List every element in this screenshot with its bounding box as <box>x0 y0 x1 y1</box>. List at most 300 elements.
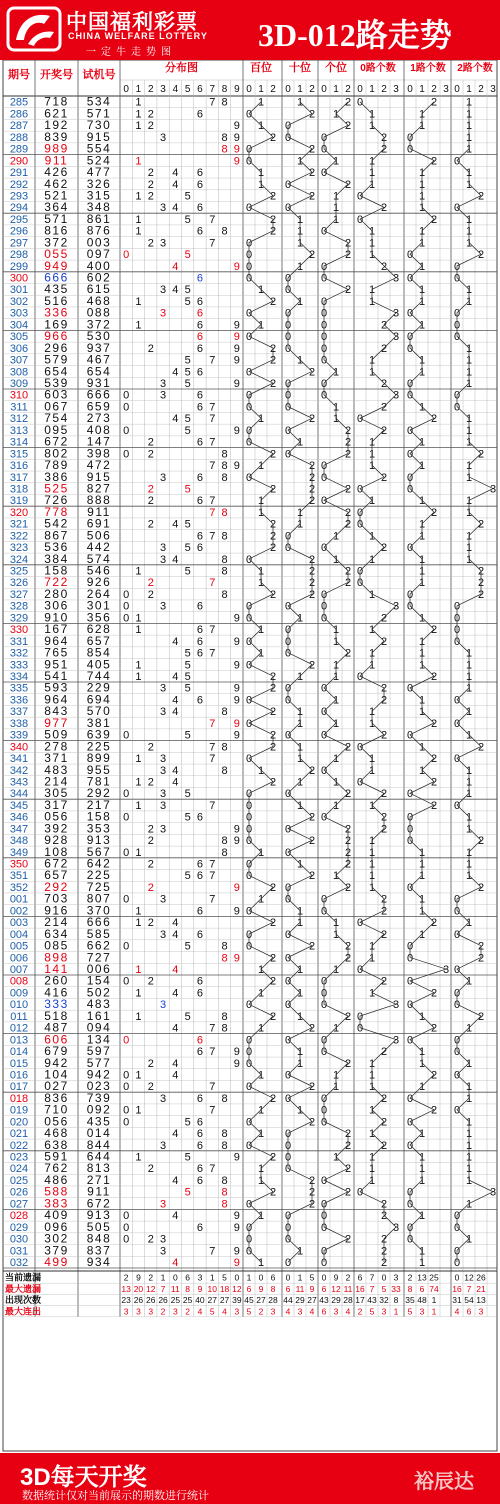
distribution-digit: 9 <box>233 729 240 742</box>
test-number: 505 <box>86 1219 112 1234</box>
distribution-digit: 0 <box>123 1034 130 1047</box>
test-number: 023 <box>86 1079 112 1094</box>
stat-road-value: 6 <box>321 1306 327 1317</box>
distribution-digit: 3 <box>159 1245 167 1258</box>
road-value-u: 1 <box>332 928 340 941</box>
draw-number: 426 <box>44 165 69 180</box>
distribution-digit: 0 <box>123 1116 130 1129</box>
header-road-h-0: 0 <box>246 84 252 95</box>
draw-number: 214 <box>44 774 69 789</box>
count-value-c2: 1 <box>465 460 473 473</box>
count-value-c0: 2 <box>380 975 388 988</box>
period-label: 029 <box>9 1221 29 1234</box>
road-value-te: 2 <box>308 1186 316 1199</box>
draw-number: 104 <box>44 1067 69 1082</box>
road-value-u: 0 <box>320 893 328 906</box>
draw-number: 867 <box>44 528 69 543</box>
header-count-c2-0: 0 <box>454 84 460 95</box>
distribution-digit: 1 <box>135 799 142 812</box>
count-value-c0: 2 <box>380 1257 388 1269</box>
period-label: 028 <box>9 1210 29 1223</box>
test-number: 147 <box>86 434 112 449</box>
draw-number: 964 <box>44 633 69 648</box>
count-value-c0: 1 <box>368 753 376 766</box>
road-value-te: 0 <box>284 542 292 555</box>
draw-number: 056 <box>44 1114 69 1129</box>
distribution-digit: 3 <box>159 682 167 695</box>
road-value-h: 1 <box>257 577 265 590</box>
road-value-u: 0 <box>320 1210 328 1223</box>
count-value-c0: 1 <box>368 647 376 660</box>
period-label: 351 <box>9 870 29 883</box>
distribution-digit: 7 <box>209 799 216 812</box>
distribution-digit: 8 <box>221 471 228 484</box>
road-value-u: 1 <box>332 635 340 648</box>
road-value-h: 2 <box>269 295 277 308</box>
road-value-h: 0 <box>245 612 253 625</box>
road-value-h: 0 <box>245 389 253 402</box>
count-value-c0: 2 <box>380 682 388 695</box>
count-value-c1: 1 <box>418 284 426 297</box>
stats-label: 最大连出 <box>5 1306 42 1317</box>
distribution-digit: 0 <box>123 1069 130 1082</box>
distribution-digit: 9 <box>233 319 240 332</box>
count-value-c1: 2 <box>430 753 438 766</box>
road-value-te: 1 <box>296 964 304 976</box>
road-value-u: 1 <box>332 717 340 730</box>
count-value-c1: 0 <box>406 448 414 461</box>
count-value-c1: 0 <box>406 1198 414 1211</box>
draw-number: 789 <box>44 458 69 473</box>
period-label: 341 <box>9 753 29 766</box>
draw-number: 379 <box>44 1243 69 1258</box>
road-value-h: 1 <box>257 964 265 976</box>
test-number: 727 <box>86 950 112 965</box>
test-number: 911 <box>87 1184 111 1199</box>
stat-road-value: 2 <box>258 1306 264 1317</box>
distribution-digit: 3 <box>159 788 167 801</box>
count-value-c0: 2 <box>380 612 388 625</box>
distribution-digit: 8 <box>221 1186 228 1199</box>
draw-number: 539 <box>44 376 69 390</box>
count-value-c2: 0 <box>453 307 461 320</box>
count-value-c1: 0 <box>406 272 414 285</box>
count-value-c2: 0 <box>453 1069 461 1082</box>
count-value-c2: 1 <box>465 811 473 824</box>
road-value-u: 0 <box>320 1104 328 1117</box>
distribution-digit: 8 <box>221 1128 228 1141</box>
stat-road-value: 5 <box>246 1306 252 1317</box>
road-value-u: 0 <box>320 272 328 285</box>
road-value-h: 1 <box>257 178 265 191</box>
count-value-c1: 0 <box>406 835 414 848</box>
draw-number: 392 <box>44 821 69 836</box>
road-value-u: 1 <box>332 776 340 789</box>
count-value-c1: 0 <box>406 682 414 695</box>
count-value-c2: 1 <box>465 424 473 437</box>
road-value-u: 1 <box>332 190 340 203</box>
count-value-c2: 1 <box>465 530 473 543</box>
road-value-u: 0 <box>320 389 328 402</box>
road-value-te: 2 <box>308 940 316 953</box>
stat-count-value: 8 <box>407 1283 413 1294</box>
road-value-u: 2 <box>344 424 352 437</box>
draw-number: 317 <box>44 797 69 812</box>
count-value-c0: 1 <box>368 881 376 894</box>
stat-dist-value: 0 <box>172 1272 178 1283</box>
count-value-c1: 1 <box>418 694 426 707</box>
stat-road-value: 0 <box>285 1272 291 1283</box>
stat-dist-value: 27 <box>219 1295 230 1306</box>
count-value-c1: 1 <box>418 577 426 590</box>
road-value-u: 0 <box>320 354 328 367</box>
distribution-digit: 2 <box>147 917 154 930</box>
stat-count-value: 32 <box>379 1295 389 1306</box>
road-value-te: 2 <box>308 190 316 203</box>
header-count-c1-2: 2 <box>431 84 437 95</box>
count-value-c1: 0 <box>406 823 414 836</box>
period-label: 329 <box>9 612 29 625</box>
stat-count-value: 3 <box>419 1306 425 1317</box>
period-label: 333 <box>9 659 29 672</box>
count-value-c0: 1 <box>368 1057 376 1070</box>
distribution-digit: 0 <box>123 729 130 742</box>
count-value-c2: 0 <box>453 272 461 285</box>
count-value-c0: 1 <box>368 987 376 1000</box>
test-number: 326 <box>86 176 112 191</box>
distribution-digit: 4 <box>172 928 179 941</box>
distribution-digit: 6 <box>196 1128 204 1141</box>
distribution-digit: 9 <box>233 823 240 836</box>
count-value-c2: 2 <box>477 190 485 203</box>
distribution-digit: 2 <box>147 167 154 180</box>
road-value-te: 2 <box>308 1022 316 1035</box>
period-label: 305 <box>9 331 29 344</box>
count-value-c1: 1 <box>418 366 426 379</box>
count-value-c1: 1 <box>418 202 426 215</box>
test-number: 225 <box>86 739 112 754</box>
road-value-u: 0 <box>320 1034 328 1047</box>
stat-count-value: 12 <box>464 1272 474 1283</box>
distribution-digit: 4 <box>172 178 179 191</box>
test-number: 158 <box>86 809 112 824</box>
road-value-te: 1 <box>296 354 304 367</box>
distribution-digit: 6 <box>196 202 204 215</box>
distribution-digit: 3 <box>159 389 167 402</box>
count-value-c2: 1 <box>465 108 473 121</box>
count-value-c0: 1 <box>368 295 376 308</box>
count-value-c1: 1 <box>418 518 426 531</box>
road-value-te: 1 <box>296 717 304 730</box>
road-value-u: 1 <box>332 530 340 543</box>
distribution-digit: 1 <box>135 213 142 226</box>
stat-dist-value: 2 <box>185 1306 191 1317</box>
road-value-h: 0 <box>245 999 253 1012</box>
distribution-digit: 0 <box>123 401 130 414</box>
period-label: 307 <box>9 354 29 367</box>
distribution-digit: 6 <box>196 342 204 355</box>
count-value-c1: 0 <box>406 249 414 262</box>
count-value-c2: 2 <box>477 518 485 531</box>
count-value-c0: 0 <box>356 671 364 683</box>
test-number: 888 <box>86 493 112 508</box>
count-value-c0: 0 <box>356 577 364 590</box>
distribution-digit: 9 <box>233 682 240 695</box>
distribution-digit: 5 <box>184 788 191 801</box>
road-value-u: 2 <box>344 940 352 953</box>
road-value-u: 1 <box>332 799 340 812</box>
distribution-digit: 0 <box>123 811 130 824</box>
stat-road-value: 1 <box>297 1272 303 1283</box>
test-number: 694 <box>86 692 112 707</box>
distribution-digit: 5 <box>184 249 191 262</box>
count-value-c1: 1 <box>418 460 426 473</box>
distribution-digit: 8 <box>221 940 228 953</box>
road-value-te: 0 <box>284 635 292 648</box>
distribution-digit: 9 <box>233 1057 240 1070</box>
count-value-c1: 2 <box>430 987 438 1000</box>
draw-number: 525 <box>44 481 69 496</box>
distribution-digit: 6 <box>196 389 204 402</box>
stat-count-value: 16 <box>452 1283 462 1294</box>
period-label: 295 <box>9 213 29 226</box>
period-label: 031 <box>9 1245 29 1258</box>
road-value-h: 1 <box>257 1069 265 1082</box>
distribution-digit: 1 <box>135 1069 142 1082</box>
road-value-te: 2 <box>308 108 316 121</box>
road-value-h: 0 <box>245 799 253 812</box>
period-label: 321 <box>9 518 29 531</box>
distribution-digit: 1 <box>135 1010 142 1023</box>
header-count0: 0路个数 <box>360 63 396 74</box>
test-number: 615 <box>86 282 112 297</box>
road-value-u: 0 <box>320 331 328 344</box>
count-value-c0: 1 <box>368 553 376 566</box>
period-label: 348 <box>9 835 29 848</box>
count-value-c0: 0 <box>356 413 364 426</box>
header-count-c0-2: 2 <box>381 84 387 95</box>
distribution-digit: 7 <box>209 530 216 543</box>
count-value-c2: 1 <box>465 823 473 836</box>
count-value-c2: 1 <box>465 1163 473 1176</box>
footer-title: 3D每天开奖 <box>20 1464 147 1491</box>
count-value-c1: 0 <box>406 389 414 402</box>
road-value-h: 1 <box>257 846 265 859</box>
road-value-h: 1 <box>257 764 265 777</box>
distribution-digit: 4 <box>172 764 179 777</box>
test-number: 913 <box>86 833 112 848</box>
count-value-c1: 2 <box>430 917 438 930</box>
count-value-c0: 1 <box>368 530 376 543</box>
road-value-te: 0 <box>284 1210 292 1223</box>
distribution-digit: 4 <box>172 518 179 531</box>
stat-count-value: 2 <box>357 1306 363 1317</box>
road-value-h: 1 <box>257 1104 265 1117</box>
count-value-c1: 1 <box>418 1010 426 1023</box>
stat-count-value: 5 <box>381 1283 387 1294</box>
road-value-te: 1 <box>296 295 304 308</box>
road-value-te: 2 <box>308 471 316 484</box>
count-value-c2: 0 <box>453 905 461 918</box>
road-value-te: 0 <box>284 530 292 543</box>
stat-dist-value: 3 <box>234 1306 240 1317</box>
draw-number: 336 <box>44 305 69 320</box>
road-value-h: 0 <box>245 249 253 262</box>
draw-number: 280 <box>44 586 69 601</box>
count-value-c0: 1 <box>368 366 376 379</box>
period-label: 018 <box>9 1092 29 1105</box>
test-number: 861 <box>86 211 112 226</box>
count-value-c1: 1 <box>418 741 426 754</box>
count-value-c2: 2 <box>477 741 485 754</box>
distribution-digit: 3 <box>159 1233 167 1246</box>
count-value-c1: 0 <box>406 471 414 484</box>
count-value-c2: 1 <box>465 237 473 250</box>
count-value-c2: 1 <box>465 120 473 133</box>
stat-road-value: 11 <box>295 1283 305 1294</box>
period-label: 309 <box>9 378 29 390</box>
count-value-c2: 0 <box>453 635 461 648</box>
road-value-te: 1 <box>296 225 304 238</box>
distribution-digit: 2 <box>147 237 154 250</box>
road-value-h: 1 <box>257 565 265 578</box>
road-value-u: 0 <box>320 260 328 273</box>
count-value-c2: 0 <box>453 753 461 766</box>
period-label: 009 <box>9 987 29 1000</box>
period-label: 004 <box>9 928 29 941</box>
count-value-c0: 0 <box>356 964 364 976</box>
draw-number: 666 <box>44 270 69 285</box>
count-value-c0: 1 <box>368 436 376 449</box>
count-value-c0: 0 <box>356 565 364 578</box>
stat-road-value: 4 <box>345 1306 351 1317</box>
draw-number: 158 <box>44 563 69 578</box>
road-value-h: 0 <box>245 1116 253 1129</box>
count-value-c2: 1 <box>465 225 473 238</box>
count-value-c1: 2 <box>430 213 438 226</box>
distribution-digit: 4 <box>172 167 179 180</box>
road-value-u: 2 <box>344 1233 352 1246</box>
distribution-digit: 0 <box>123 1221 130 1234</box>
road-value-te: 0 <box>284 600 292 613</box>
header-road-u-2: 2 <box>345 84 351 95</box>
count-value-c0: 3 <box>392 1034 400 1047</box>
distribution-digit: 6 <box>196 624 204 637</box>
count-value-c2: 0 <box>453 331 461 344</box>
count-value-c1: 1 <box>418 237 426 250</box>
count-value-c0: 2 <box>380 635 388 648</box>
count-value-c2: 1 <box>465 342 473 355</box>
road-value-h: 2 <box>269 741 277 754</box>
count-value-c2: 1 <box>465 647 473 660</box>
test-number: 876 <box>86 223 112 238</box>
count-value-c0: 1 <box>368 167 376 180</box>
distribution-digit: 5 <box>184 354 191 367</box>
stat-count-value: 1 <box>431 1295 437 1306</box>
distribution-digit: 8 <box>221 846 228 859</box>
count-value-c0: 0 <box>356 213 364 226</box>
header-count-c0-3: 3 <box>393 84 399 95</box>
road-value-te: 1 <box>296 905 304 918</box>
count-value-c2: 1 <box>465 776 473 789</box>
road-value-u: 2 <box>344 788 352 801</box>
test-number: 926 <box>86 575 112 590</box>
distribution-digit: 7 <box>209 1046 216 1059</box>
road-value-u: 1 <box>332 366 340 379</box>
period-label: 016 <box>9 1069 29 1082</box>
count-value-c0: 1 <box>368 835 376 848</box>
draw-number: 384 <box>44 551 69 566</box>
stat-road-value: 9 <box>333 1272 339 1283</box>
distribution-digit: 7 <box>209 717 216 730</box>
road-value-u: 2 <box>344 952 352 965</box>
distribution-digit: 9 <box>233 143 240 156</box>
test-number: 483 <box>86 997 112 1012</box>
count-value-c2: 1 <box>465 682 473 695</box>
distribution-digit: 2 <box>147 858 154 871</box>
draw-number: 435 <box>44 282 69 297</box>
test-number: 381 <box>86 715 112 730</box>
road-value-u: 1 <box>332 202 340 215</box>
road-value-h: 0 <box>245 858 253 871</box>
distribution-digit: 8 <box>221 131 228 144</box>
period-label: 003 <box>9 917 29 930</box>
test-number: 468 <box>86 293 112 308</box>
header-count-c2-2: 2 <box>478 84 484 95</box>
road-value-h: 0 <box>245 155 253 168</box>
count-value-c2: 1 <box>465 378 473 390</box>
count-value-c0: 2 <box>380 1245 388 1258</box>
draw-number: 802 <box>44 446 69 461</box>
stat-dist-value: 11 <box>170 1283 180 1294</box>
period-label: 008 <box>9 975 29 988</box>
header-tens: 十位 <box>289 62 311 74</box>
count-value-c0: 1 <box>368 1174 376 1187</box>
road-value-u: 0 <box>320 1221 328 1234</box>
count-value-c0: 2 <box>380 1139 388 1152</box>
road-value-te: 2 <box>308 143 316 156</box>
distribution-digit: 2 <box>147 178 154 191</box>
distribution-digit: 8 <box>221 460 228 473</box>
count-value-c2: 0 <box>453 1245 461 1258</box>
road-value-h: 0 <box>245 401 253 414</box>
road-value-te: 0 <box>284 424 292 437</box>
count-value-c0: 0 <box>356 96 364 109</box>
road-value-h: 0 <box>245 331 253 344</box>
road-value-u: 2 <box>344 823 352 836</box>
count-value-c0: 1 <box>368 717 376 730</box>
period-label: 315 <box>9 448 29 461</box>
distribution-digit: 6 <box>196 272 204 285</box>
road-value-h: 2 <box>269 682 277 695</box>
period-label: 306 <box>9 342 29 355</box>
draw-number: 672 <box>44 856 69 871</box>
distribution-digit: 8 <box>221 952 228 965</box>
road-value-h: 0 <box>245 635 253 648</box>
draw-number: 911 <box>44 153 69 168</box>
road-value-h: 0 <box>245 553 253 566</box>
distribution-digit: 4 <box>172 1128 179 1141</box>
logo-english-text: CHINA WELFARE LOTTERY <box>68 31 208 41</box>
footer-brand-watermark: 裕辰达 <box>414 1471 474 1493</box>
count-value-c0: 1 <box>368 249 376 262</box>
count-value-c1: 0 <box>406 788 414 801</box>
distribution-digit: 7 <box>209 506 216 519</box>
test-number: 570 <box>86 704 112 719</box>
period-label: 021 <box>9 1128 29 1141</box>
stat-count-value: 13 <box>417 1272 427 1283</box>
header-count-c1-0: 0 <box>407 84 413 95</box>
